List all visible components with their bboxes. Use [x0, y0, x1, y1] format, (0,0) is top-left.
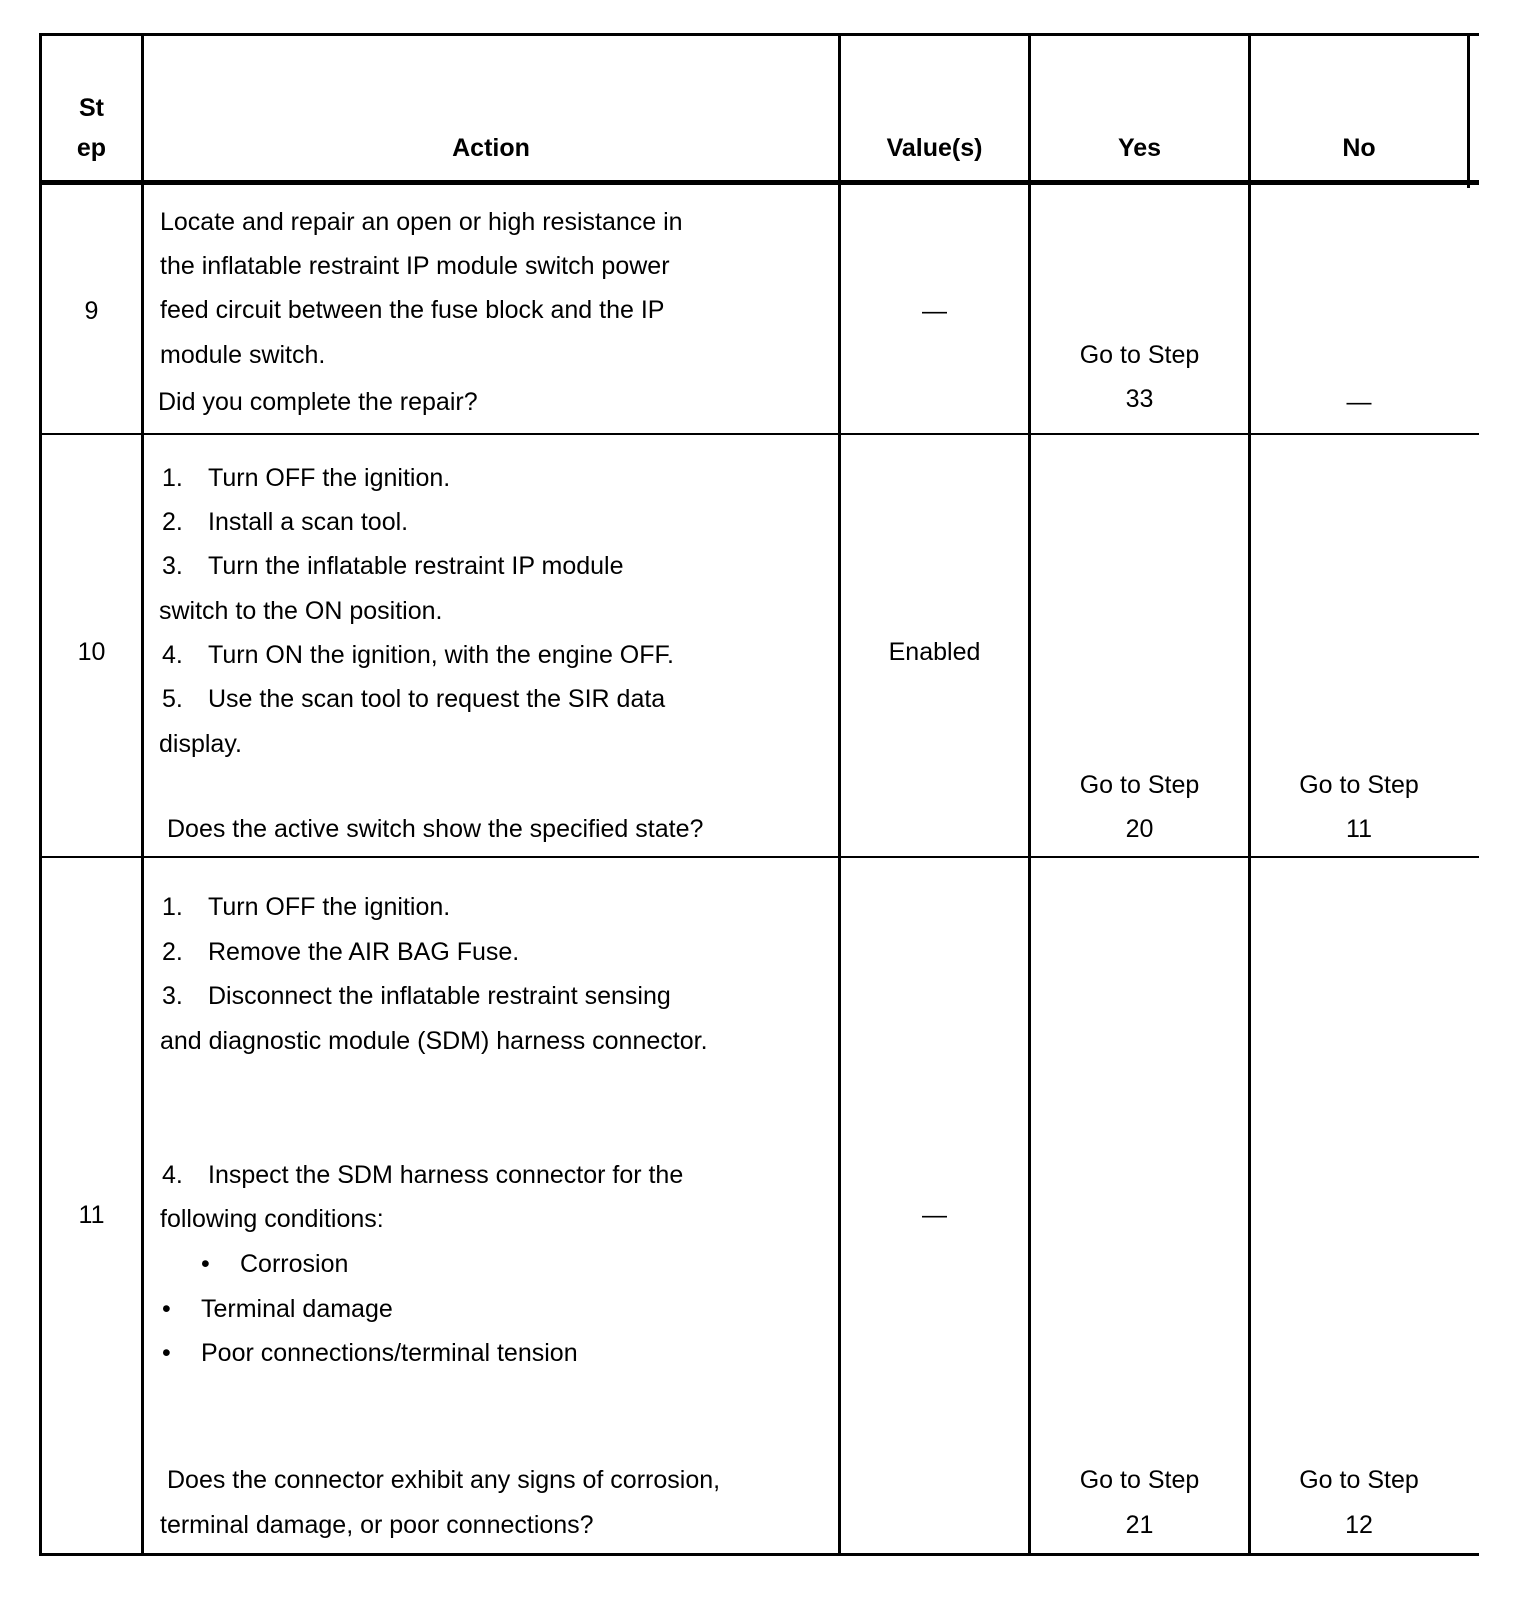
row-11-no-line1: Go to Step — [1299, 1466, 1419, 1494]
row-10-item-number: 5. — [162, 685, 183, 713]
row-11-action-line: Disconnect the inflatable restraint sensing — [208, 982, 671, 1010]
row-10-bottom-border — [39, 856, 1479, 858]
row-10-no-line1: Go to Step — [1299, 771, 1419, 799]
row-10-value: Enabled — [888, 638, 981, 666]
table-right-border — [1467, 33, 1470, 188]
row-11-condition: Terminal damage — [201, 1295, 393, 1323]
row-11-action-line: and diagnostic module (SDM) harness connector. — [160, 1027, 708, 1055]
step-column-divider — [141, 33, 144, 1556]
row-11-step: 11 — [78, 1201, 105, 1229]
header-step-line2: ep — [76, 134, 107, 162]
row-11-action-line: Turn OFF the ignition. — [208, 893, 451, 921]
row-9-action-line: module switch. — [160, 341, 326, 369]
row-11-bullet: • — [162, 1339, 171, 1367]
row-10-action-line: Install a scan tool. — [208, 508, 409, 536]
row-11-item-number: 3. — [162, 982, 183, 1010]
row-10-item-number: 3. — [162, 552, 183, 580]
row-11-item-number: 1. — [162, 893, 183, 921]
row-10-action-line: Use the scan tool to request the SIR data — [208, 685, 666, 713]
row-10-action-line: Turn OFF the ignition. — [208, 464, 451, 492]
row-10-item-number: 2. — [162, 508, 183, 536]
row-10-item-number: 4. — [162, 641, 183, 669]
table-bottom-border — [39, 1553, 1479, 1556]
row-11-item-number: 2. — [162, 938, 183, 966]
row-9-yes-line1: Go to Step — [1079, 341, 1200, 369]
row-9-action-line: feed circuit between the fuse block and the IP — [160, 296, 665, 324]
table-top-border — [39, 33, 1479, 36]
row-10-item-number: 1. — [162, 464, 183, 492]
row-10-action-question: Does the active switch show the specified state? — [167, 815, 704, 843]
row-10-action-line: display. — [159, 730, 242, 758]
row-9-yes-line2: 33 — [1125, 385, 1154, 413]
row-11-action-question: terminal damage, or poor connections? — [160, 1511, 594, 1539]
row-10-action-line: switch to the ON position. — [159, 597, 443, 625]
row-10-yes-line1: Go to Step — [1079, 771, 1200, 799]
row-9-action-line: the inflatable restraint IP module switch power — [160, 252, 670, 280]
table-left-border — [39, 33, 42, 1556]
row-11-yes-line2: 21 — [1125, 1511, 1154, 1539]
row-11-action-line: following conditions: — [160, 1205, 384, 1233]
row-9-step: 9 — [84, 297, 99, 325]
header-step-line1: St — [79, 94, 104, 122]
header-action: Action — [452, 134, 530, 162]
row-9-action-question: Did you complete the repair? — [158, 388, 478, 416]
header-yes: Yes — [1117, 134, 1162, 162]
row-10-yes-line2: 20 — [1125, 815, 1154, 843]
row-10-action-line: Turn the inflatable restraint IP module — [208, 552, 624, 580]
row-11-action-line: Remove the AIR BAG Fuse. — [208, 938, 520, 966]
row-11-bullet: • — [162, 1295, 171, 1323]
row-9-value: — — [922, 297, 947, 325]
row-11-yes-line1: Go to Step — [1079, 1466, 1200, 1494]
row-11-bullet: • — [201, 1250, 210, 1278]
header-no: No — [1342, 134, 1376, 162]
row-10-action-line: Turn ON the ignition, with the engine OFF. — [208, 641, 674, 669]
row-11-value: — — [922, 1201, 947, 1229]
action-column-divider — [838, 33, 841, 1556]
row-11-item-number: 4. — [162, 1161, 183, 1189]
row-9-bottom-border — [39, 433, 1479, 435]
header-bottom-border — [39, 180, 1479, 185]
header-values: Value(s) — [886, 134, 983, 162]
row-11-action-question: Does the connector exhibit any signs of corrosion, — [167, 1466, 721, 1494]
row-11-no-line2: 12 — [1345, 1511, 1373, 1539]
row-9-action-line: Locate and repair an open or high resistance in — [160, 208, 683, 236]
row-11-condition: Poor connections/terminal tension — [201, 1339, 578, 1367]
row-10-step: 10 — [77, 638, 106, 666]
row-9-no: — — [1346, 388, 1372, 416]
row-11-condition: Corrosion — [240, 1250, 349, 1278]
row-10-no-line2: 11 — [1346, 815, 1372, 843]
row-11-action-line: Inspect the SDM harness connector for the — [208, 1161, 684, 1189]
